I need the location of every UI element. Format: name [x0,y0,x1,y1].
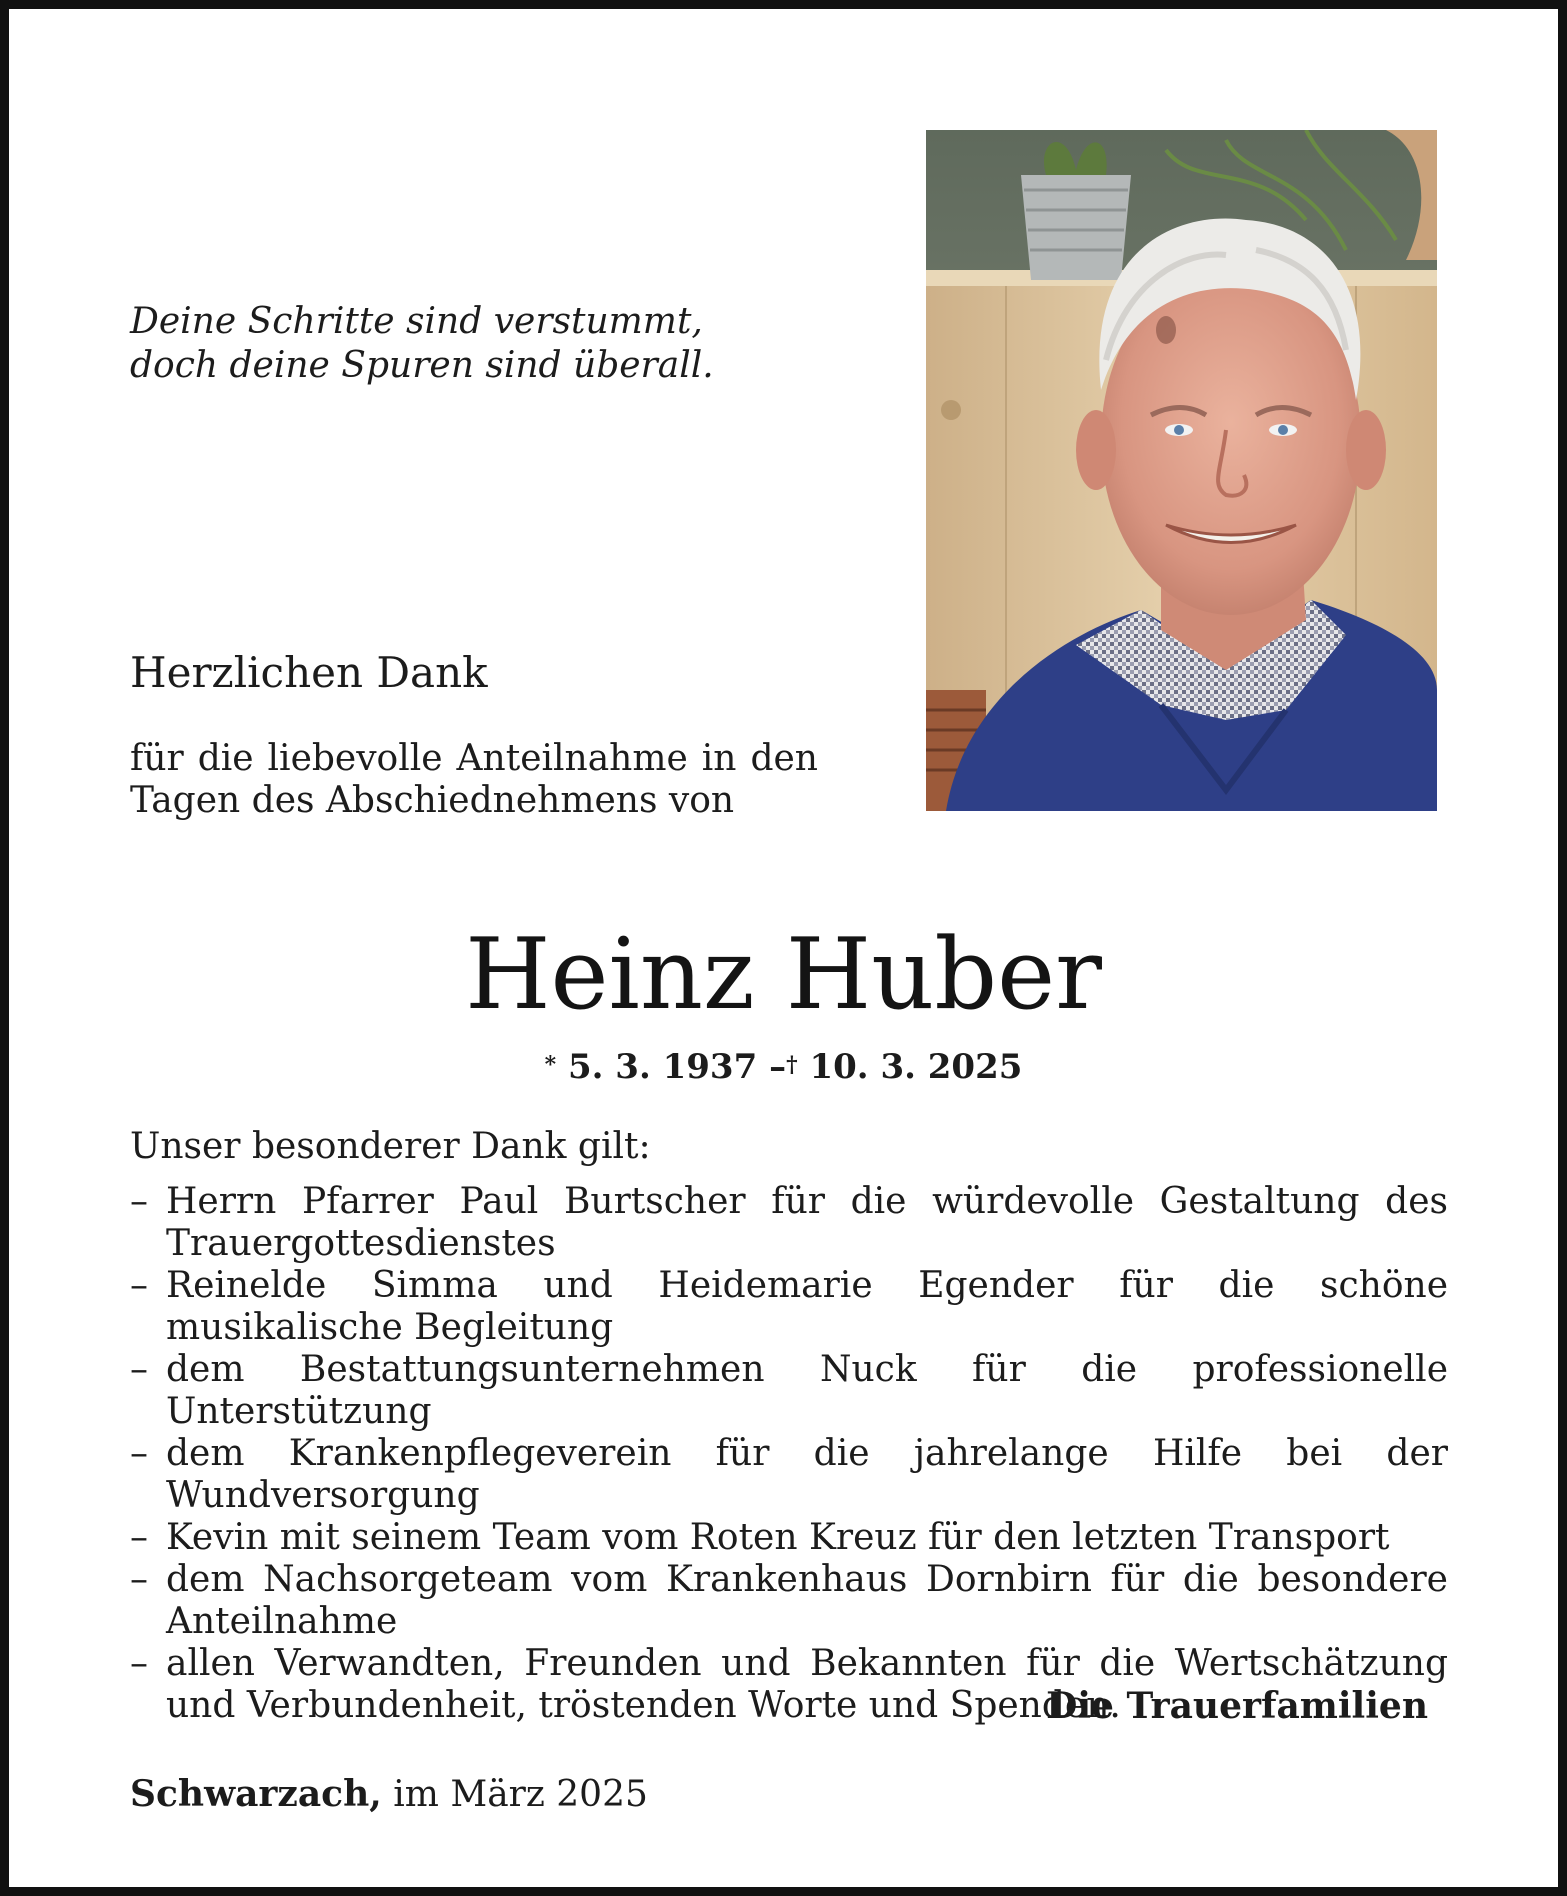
deceased-name: Heinz Huber [465,918,1102,1032]
list-item [130,1433,1448,1517]
birth-symbol: * [544,1052,557,1078]
birth-date: 5. 3. 1937 [567,1047,758,1087]
list-item [130,1265,1448,1349]
acknowledgements-list [130,1181,1448,1727]
death-symbol: † [786,1052,798,1078]
motto-line-1: Deine Schritte sind verstummt, [130,301,703,342]
date-separator: – [769,1047,787,1087]
list-item [130,1181,1448,1265]
portrait-photo [926,130,1437,811]
list-dash: – [130,1265,148,1306]
thanks-heading: Herzlichen Dank [130,648,488,697]
list-item-text: dem Krankenpflegeverein für die jahrelange Hilfe bei der Wundversorgung [166,1433,1448,1516]
list-item-text: Herrn Pfarrer Paul Burtscher für die würdevolle Gestaltung des Trauergottesdienstes [166,1181,1448,1264]
signature: Die Trauerfamilien [1046,1685,1428,1727]
list-item [130,1349,1448,1433]
place-and-date [130,1772,648,1817]
list-dash: – [130,1643,148,1684]
place-date: im März 2025 [393,1774,648,1815]
list-dash: – [130,1559,148,1600]
list-dash: – [130,1349,148,1390]
life-dates [9,1045,1558,1093]
motto-line-2: doch deine Spuren sind überall. [130,345,714,386]
place-town: Schwarzach, [130,1773,382,1815]
list-dash: – [130,1181,148,1222]
list-item-text: Reinelde Simma und Heidemarie Egender für die schöne musikalische Begleitung [166,1265,1448,1348]
death-date: 10. 3. 2025 [809,1047,1023,1087]
list-item-text: dem Bestattungsunternehmen Nuck für die professionelle Unterstützung [166,1349,1448,1432]
list-dash: – [130,1517,148,1558]
thanks-text: für die liebevolle Anteilnahme in den Tagen des Abschiednehmens von [130,738,818,821]
list-dash: – [130,1433,148,1474]
list-item-text: Kevin mit seinem Team vom Roten Kreuz für den letzten Transport [166,1517,1390,1558]
list-item-text: dem Nachsorgeteam vom Krankenhaus Dornbirn für die besondere Anteilnahme [166,1559,1448,1642]
motto-quote [130,300,750,388]
list-item [130,1517,1448,1559]
list-item-text: allen Verwandten, Freunden und Bekannten für die Wertschätzung und Verbundenheit, tröstenden Worte und Spenden. [166,1643,1448,1726]
acknowledgements-intro: Unser besonderer Dank gilt: [130,1126,651,1167]
list-item [130,1559,1448,1643]
